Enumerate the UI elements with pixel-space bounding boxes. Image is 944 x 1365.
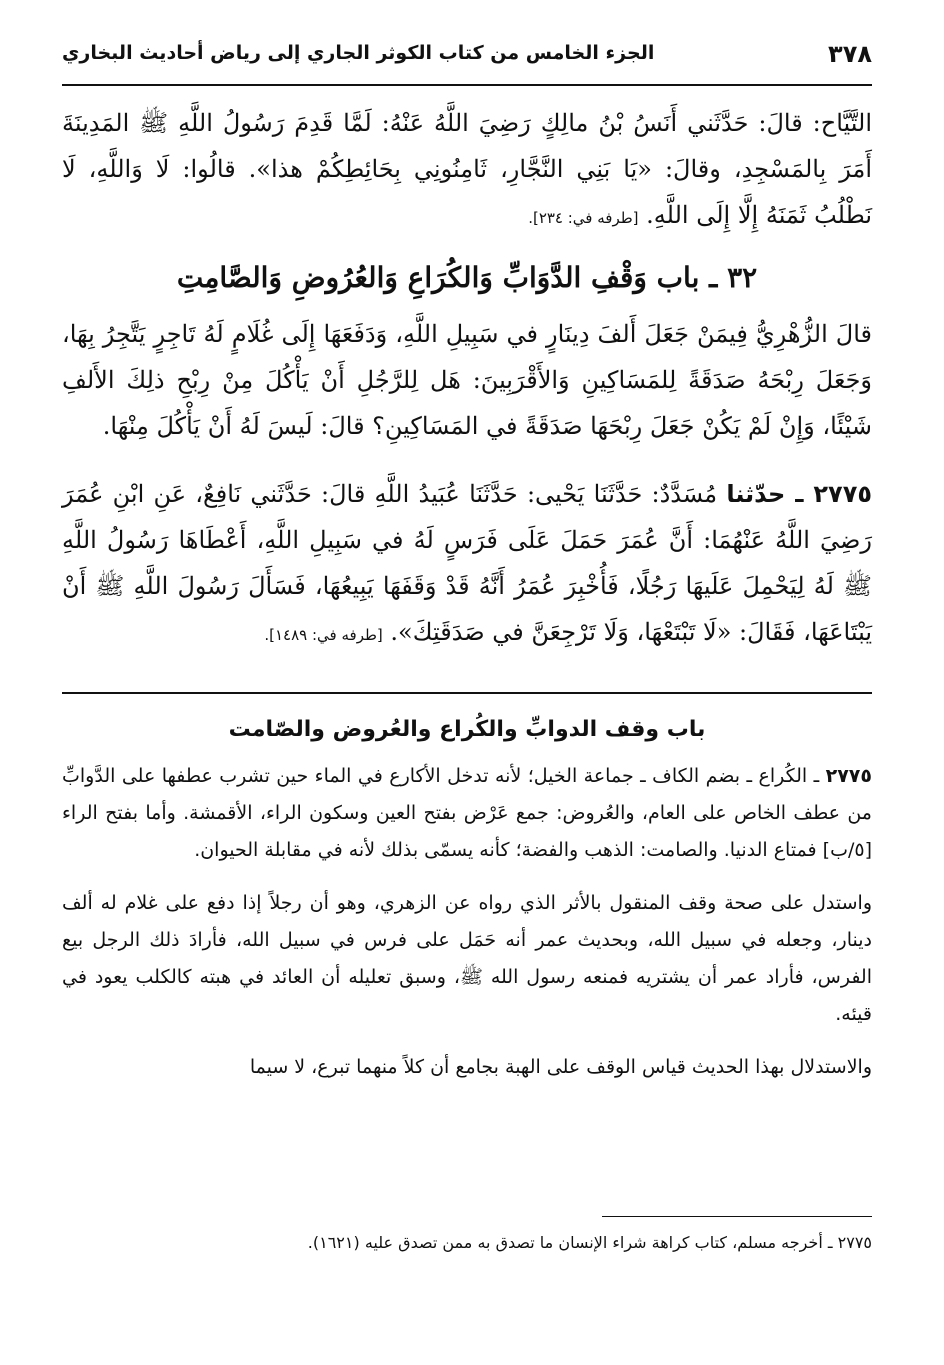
commentary-paragraph-3: والاستدلال بهذا الحديث قياس الوقف على الهبة بجامع أن كلاً منهما تبرع، لا سيما bbox=[249, 1056, 872, 1078]
hadith-2775 bbox=[62, 471, 872, 658]
chapter-heading: ٣٢ ـ باب وَقْفِ الدَّوَابِّ وَالكُرَاعِ وَالعُرُوضِ وَالصَّامِتِ bbox=[176, 261, 758, 294]
hadith-text: مُسَدَّدٌ: حَدَّثَنَا يَحْيى: حَدَّثَنَا عُبَيدُ اللَّهِ قالَ: حَدَّثَني نَافِعٌ، عَنِ ابْنِ عُمَرَ رَضِيَ اللَّهُ عَنْهُمَا: أَنَّ عُمَرَ حَمَلَ عَلَى فَرَسٍ لَهُ في سَبِيلِ اللَّهِ، أَعْطَاهَا رَسُولُ اللَّهِ ﷺ لَهُ لِيَحْمِلَ عَلَيهَا رَجُلًا، فَأُخْبِرَ عُمَرُ أَنَّهُ قَدْ وَقَفَهَا يَبِيعُهَا، فَسَأَلَ رَسُولَ اللَّهِ ﷺ أَنْ يَبْتَاعَهَا، فَقَالَ: «لَا تَبْتَعْهَا، وَلَا تَرْجِعَنَّ في صَدَقَتِكَ». bbox=[62, 480, 873, 646]
continued-hadith-text: التَّيَّاح: قالَ: حَدَّثَني أَنَسُ بْنُ مالِكٍ رَضِيَ اللَّهُ عَنْهُ: لَمَّا قَدِمَ رَسُولُ اللَّهِ ﷺ المَدِينَةَ أَمَرَ بِالمَسْجِدِ، وقالَ: «يَا بَنِي النَّجَّارِ، ثَامِنُونِي بِحَائِطِكُمْ هذا». قالُوا: لَا وَاللَّهِ، لَا نَطْلُبُ ثَمَنَهُ إِلَّا إِلَى اللَّهِ. bbox=[62, 109, 872, 229]
continued-hadith-ref: [طرفه في: ٢٣٤]. bbox=[528, 209, 639, 227]
running-header bbox=[62, 30, 872, 86]
book-title: الجزء الخامس من كتاب الكوثر الجاري إلى رياض أحاديث البخاري bbox=[62, 42, 655, 64]
chapter-intro: قالَ الزُّهْرِيُّ فِيمَنْ جَعَلَ أَلفَ دِينَارٍ في سَبِيلِ اللَّهِ، وَدَفَعَهَا إِلَى غُلَامٍ لَهُ تَاجِرٍ يَتَّجِرُ بِهَا، وَجَعَلَ رِبْحَهُ صَدَقَةً لِلمَسَاكِينِ وَالأَقْرَبِينَ: هَل لِلرَّجُلِ أَنْ يَأْكُلَ مِنْ رِبْحِ ذلِكَ الأَلفِ شَيْئًا، وَإِنْ لَمْ يَكُنْ جَعَلَ رِبْحَهَا صَدَقَةً في المَسَاكِينِ؟ قالَ: لَيسَ لَهُ أَنْ يَأْكُلَ مِنْهَا. bbox=[62, 320, 872, 440]
commentary-paragraph-1-text: ـ الكُراع ـ بضم الكاف ـ جماعة الخيل؛ لأنه تدخل الأكارع في الماء حين تشرب عطفها على الدَّوابِّ من عطف الخاص على العام، والعُروض: جمع عَرْض بفتح العين وسكون الراء، الأقمشة. وأما بفتح الراء [٥/ب] فمتاع الدنيا. والصامت: الذهب والفضة؛ كأنه يسمّى بذلك لأنه في مقابلة الحيوان. bbox=[62, 765, 872, 861]
footnote-rule bbox=[602, 1216, 872, 1217]
footnote: ٢٧٧٥ ـ أخرجه مسلم، كتاب كراهة شراء الإنسان ما تصدق به ممن تصدق عليه (١٦٢١). bbox=[307, 1233, 872, 1252]
hadith-ref: [طرفه في: ١٤٨٩]. bbox=[264, 626, 383, 644]
commentary-paragraph-1 bbox=[62, 758, 872, 869]
page bbox=[62, 30, 873, 1252]
commentary-number: ٢٧٧٥ bbox=[825, 765, 872, 787]
commentary-paragraph-2: واستدل على صحة وقف المنقول بالأثر الذي رواه عن الزهري، وهو أن رجلاً إذا دفع على غلام له ألف دينار، وجعله في سبيل الله، وبحديث عمر أنه حَمَل على فرس في سبيل الله، فأرادَ ذلك الرجل بيع الفرس، فأراد عمر أن يشتريه فمنعه رسول الله ﷺ، وسبق تعليله أن العائد في هبته كالكلب يعود في قيئه. bbox=[62, 892, 872, 1025]
continued-hadith bbox=[62, 100, 872, 241]
hadith-number: ٢٧٧٥ ـ حدّثنا bbox=[726, 480, 872, 508]
section-divider bbox=[62, 692, 872, 694]
commentary-heading: باب وقف الدوابِّ والكُراع والعُروض والصّامت bbox=[228, 717, 706, 742]
page-number: ٣٧٨ bbox=[828, 40, 872, 68]
